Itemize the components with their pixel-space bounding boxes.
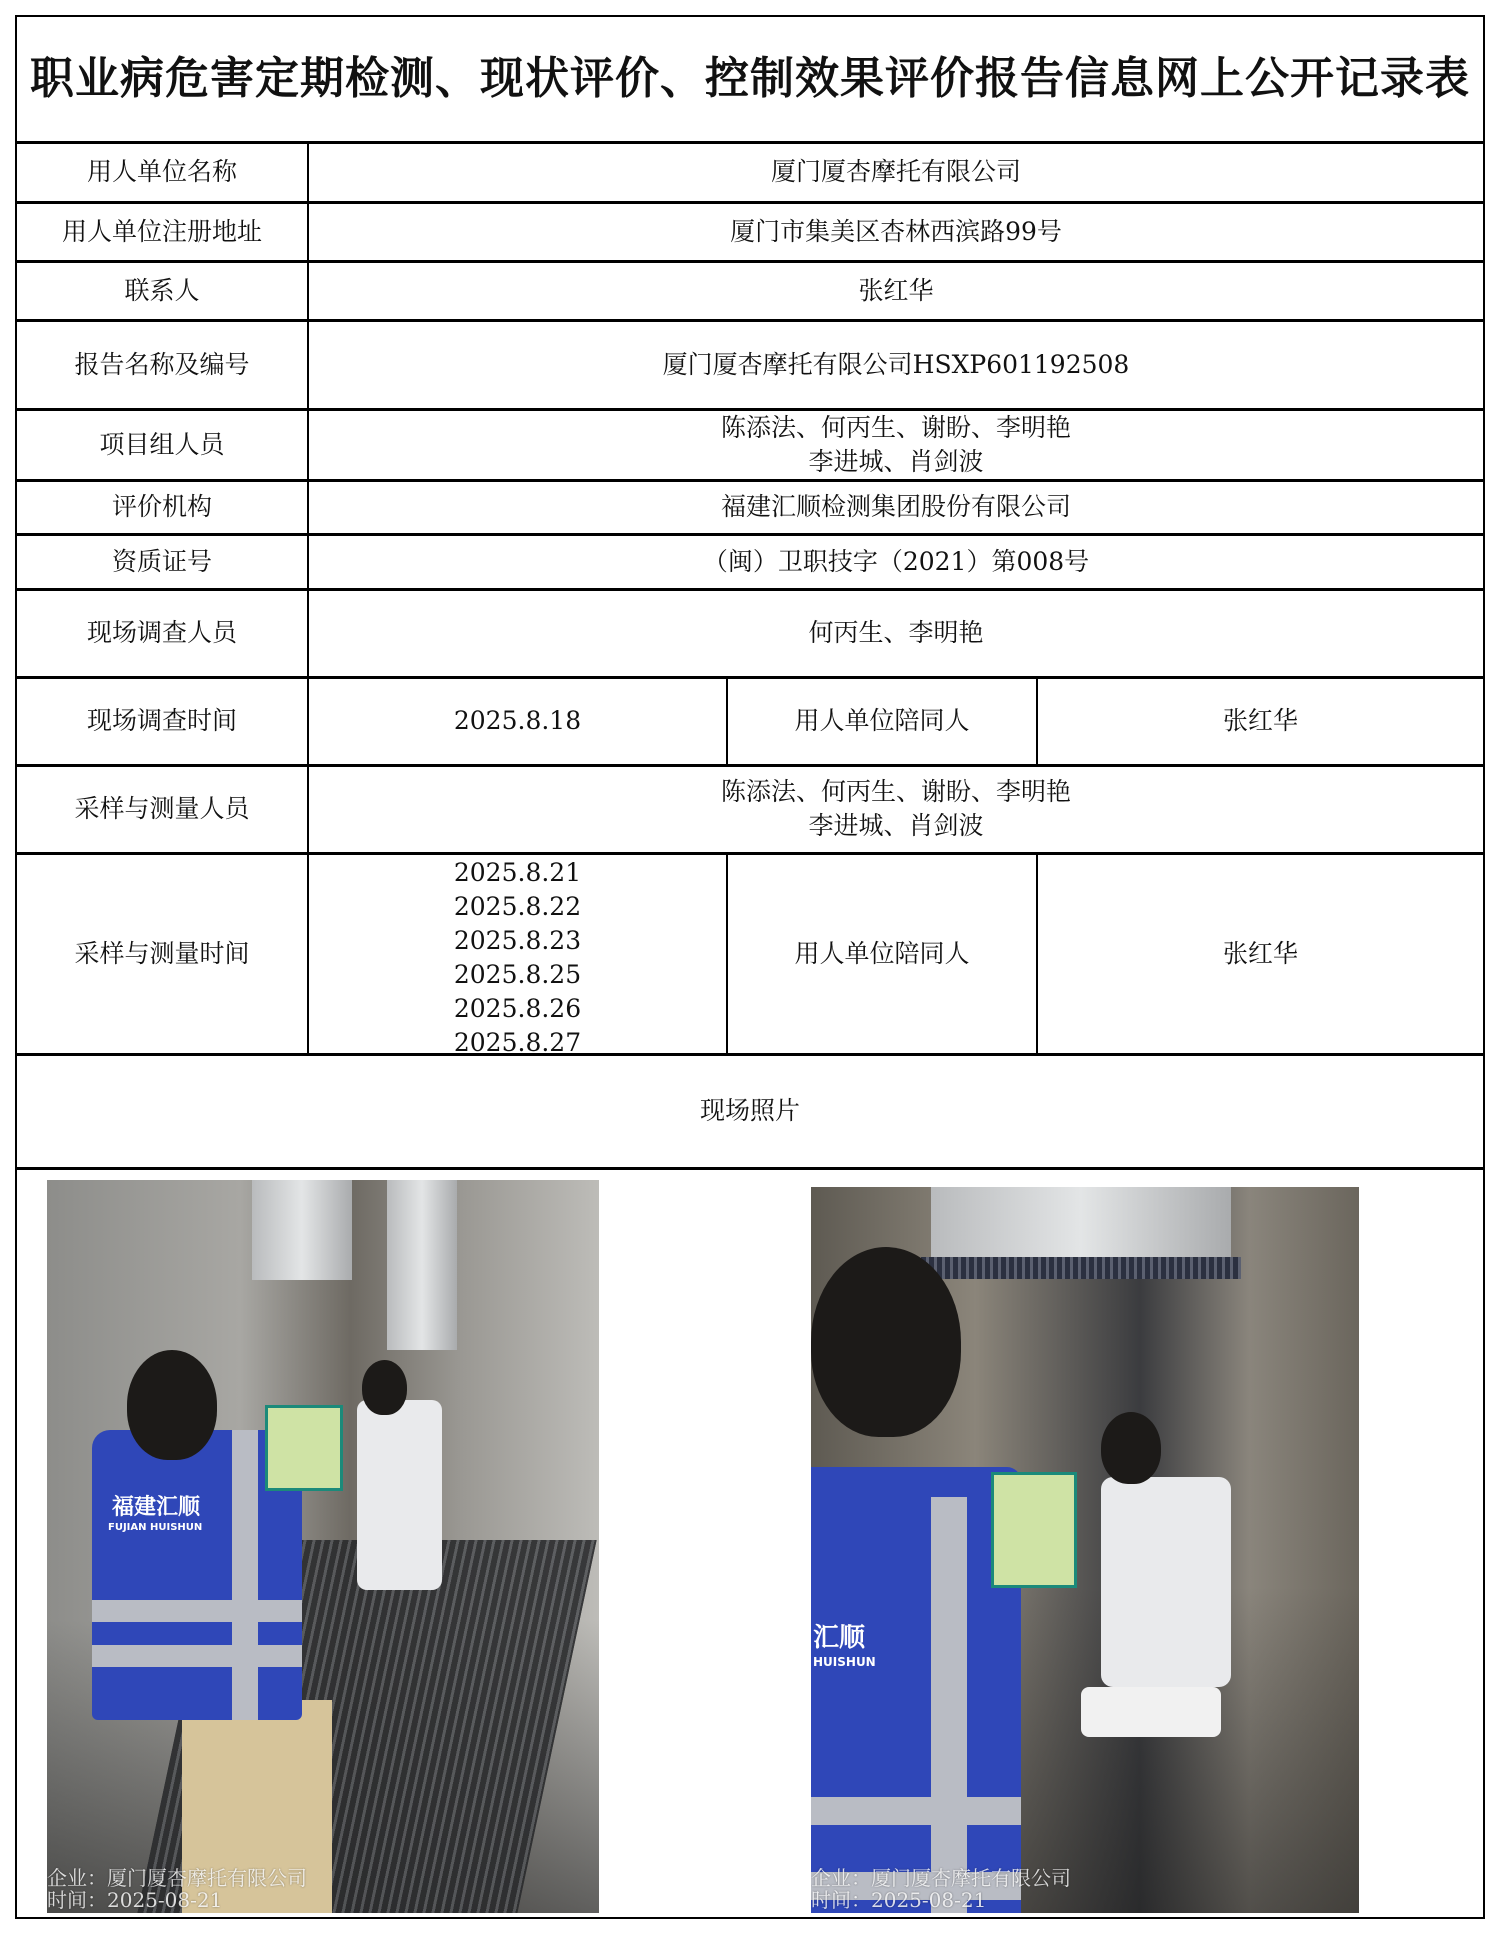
inspector-head [127,1350,217,1460]
employer-name-value: 厦门厦杏摩托有限公司 [770,157,1021,186]
contact-value: 张红华 [858,275,934,305]
worker-shirt [1101,1477,1231,1687]
exhaust-hood [931,1187,1231,1257]
photo-caption [47,1867,307,1913]
employer-address-label: 用人单位注册地址 [61,216,262,246]
survey-companion-label: 用人单位陪同人 [794,706,970,735]
worker-head [1101,1412,1161,1484]
sampling-date: 2025.8.26 [453,994,582,1023]
sampling-date: 2025.8.22 [453,892,582,921]
row-divider [17,1167,1483,1170]
vest-logo-text: 福建汇顺 [112,1495,201,1520]
page-title: 职业病危害定期检测、现状评价、控制效果评价报告信息网上公开记录表 [30,53,1470,104]
project-team-line: 李进城、肖剑波 [808,446,984,476]
photo-caption-company: 企业：厦门厦杏摩托有限公司 [811,1866,1071,1890]
reflective-stripe [811,1797,1021,1825]
project-team-line: 陈添法、何丙生、谢盼、李明艳 [720,412,1071,442]
survey-companion-value: 张红华 [1222,706,1298,735]
reflective-stripe [92,1645,302,1667]
sampling-staff-value [309,766,1483,852]
sampling-date: 2025.8.21 [453,858,582,887]
sampling-device [991,1472,1077,1588]
vest-logo-subtext: FUJIAN HUISHUN [108,1522,203,1533]
sampling-date: 2025.8.23 [453,926,582,955]
sampling-time-label: 采样与测量时间 [74,938,250,968]
reflective-stripe [232,1430,258,1720]
employer-name-label: 用人单位名称 [86,157,237,186]
inspector-vest [811,1467,1021,1913]
photo-caption-time: 时间：2025-08-21 [47,1888,223,1912]
survey-time-value: 2025.8.18 [453,706,582,735]
inspector-head [811,1247,961,1437]
agency-value: 福建汇顺检测集团股份有限公司 [720,492,1071,521]
report-value: 厦门厦杏摩托有限公司HSXP601192508 [662,349,1130,379]
sampling-staff-label: 采样与测量人员 [74,794,250,823]
survey-staff-value: 何丙生、李明艳 [808,618,984,647]
vest-logo-subtext: HUISHUN [813,1655,876,1669]
qualification-value: （闽）卫职技字（2021）第008号 [702,546,1090,576]
record-table [15,15,1485,1919]
photo-caption-company: 企业：厦门厦杏摩托有限公司 [47,1866,307,1890]
stool [1081,1687,1221,1737]
sampling-companion-value: 张红华 [1222,938,1298,968]
project-team-label: 项目组人员 [99,429,225,459]
site-photo-1 [47,1180,599,1913]
sampling-date: 2025.8.25 [453,960,582,989]
sampling-staff-line: 李进城、肖剑波 [808,811,984,840]
sampling-companion-label: 用人单位陪同人 [794,938,970,968]
photo-caption-time: 时间：2025-08-21 [811,1888,987,1912]
survey-staff-label: 现场调查人员 [86,618,237,647]
sampling-device [265,1405,343,1491]
ventilation-duct [387,1180,457,1350]
contact-label: 联系人 [124,275,200,305]
site-photo-2 [811,1187,1359,1913]
reflective-stripe [931,1497,967,1913]
report-label: 报告名称及编号 [74,349,250,379]
sampling-staff-line: 陈添法、何丙生、谢盼、李明艳 [720,777,1071,806]
hood-grille [921,1257,1241,1279]
worker-head [362,1360,407,1415]
photo-caption [811,1867,1071,1913]
project-team-value [309,410,1483,479]
ventilation-duct [252,1180,352,1280]
survey-time-label: 现场调查时间 [86,706,237,735]
agency-label: 评价机构 [111,492,212,521]
sampling-date: 2025.8.27 [453,1028,582,1053]
reflective-stripe [92,1600,302,1622]
worker-shirt [357,1400,442,1590]
photos-header: 现场照片 [699,1096,800,1125]
sampling-dates [309,854,726,1053]
employer-address-value: 厦门市集美区杏林西滨路99号 [730,216,1062,246]
qualification-label: 资质证号 [111,546,212,576]
vest-logo-text: 汇顺 [813,1623,866,1653]
